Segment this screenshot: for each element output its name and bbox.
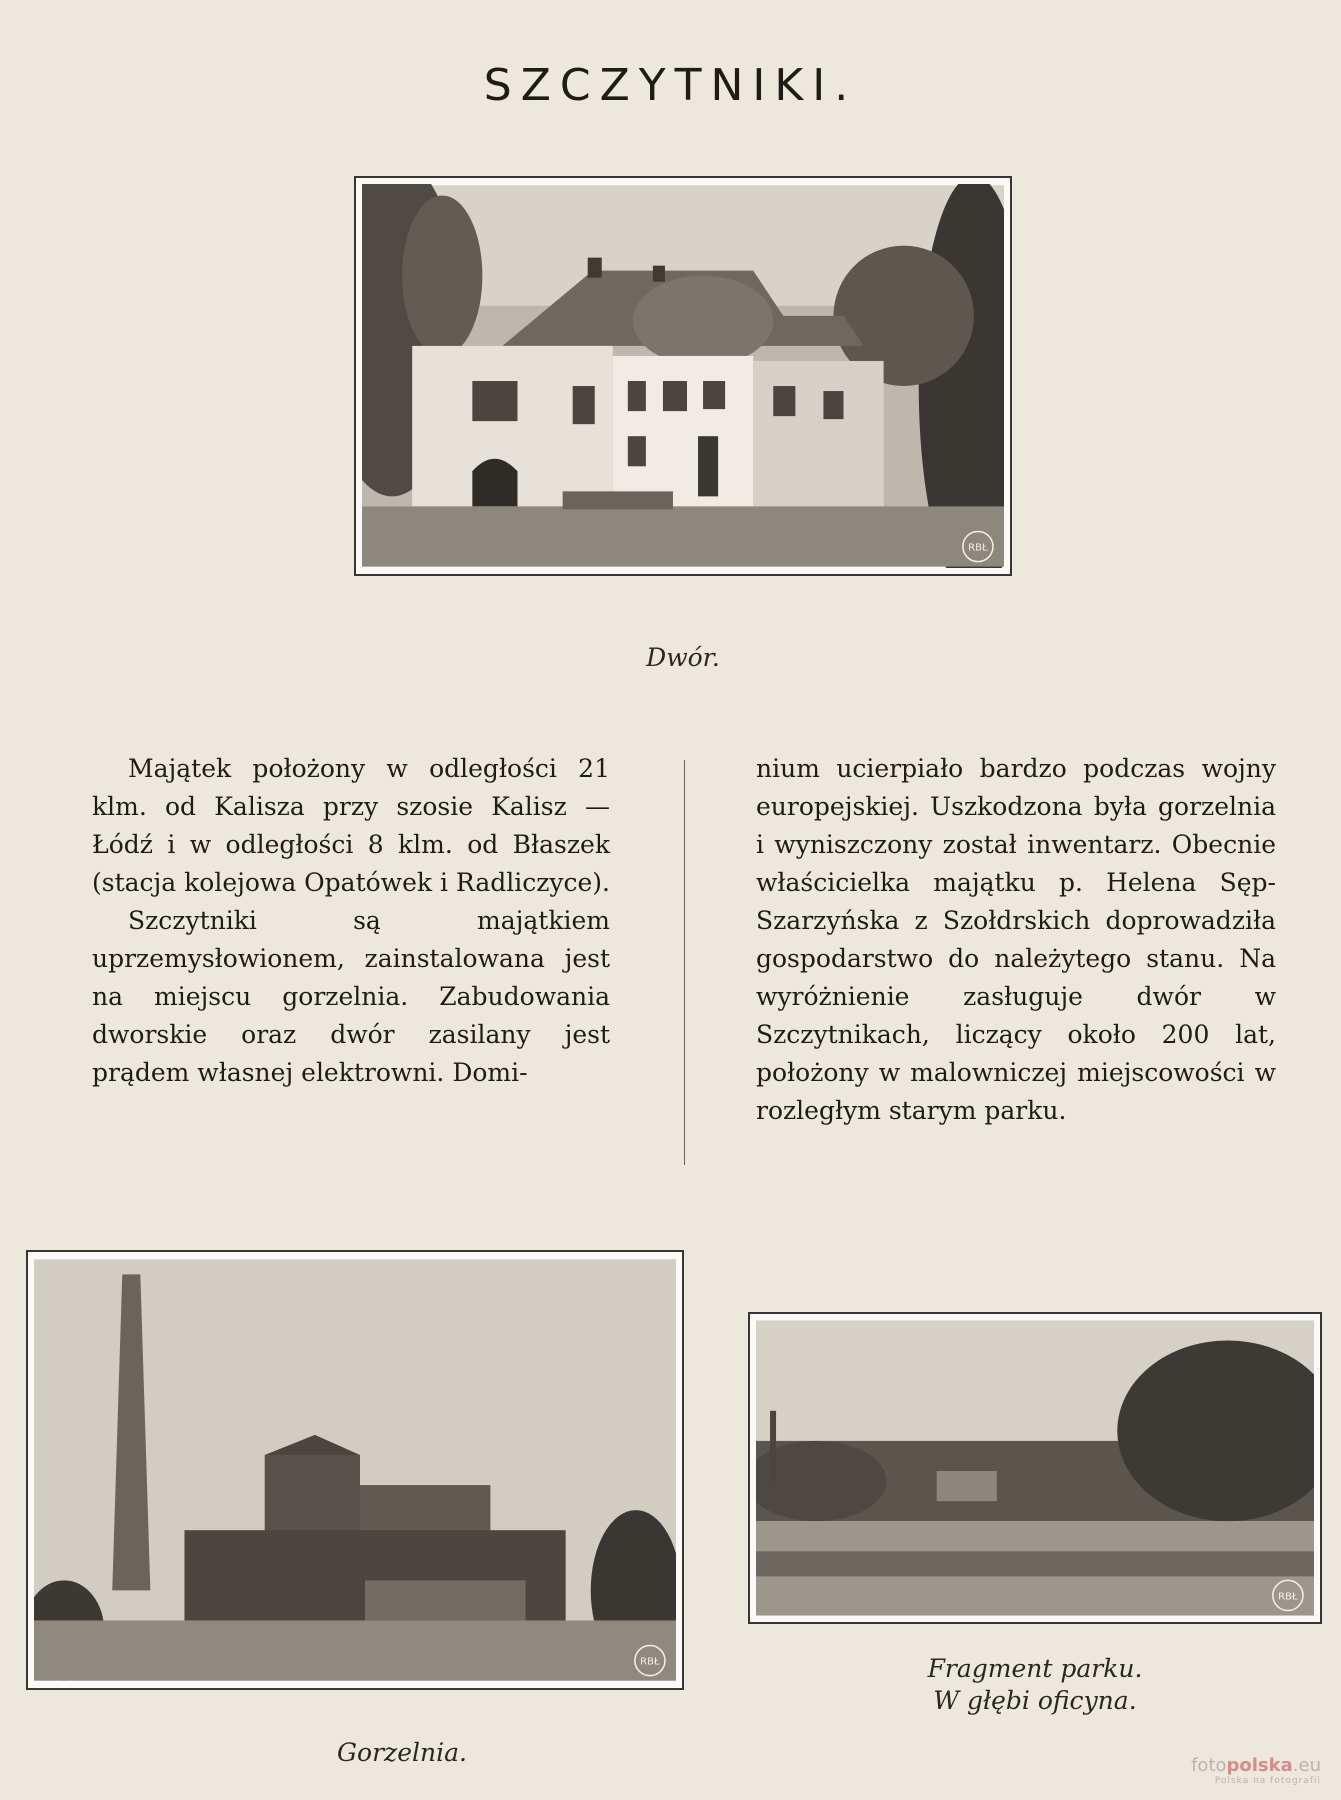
text-column-right (756, 750, 1276, 1130)
photo-park (748, 1312, 1322, 1624)
watermark (1191, 1755, 1321, 1786)
paragraph-right-1: nium ucierpiało bardzo podczas wojny europejskiej. Uszkodzona była gorzelnia i wyniszczony został inwentarz. Obecnie właścicielka majątku p. Helena Sęp-Szarzyńska z Szołdrskich doprowadziła gospodarstwo do należytego stanu. Na wyróżnienie zasługuje dwór w Szczytnikach, liczący około 200 lat, położony w malowniczej miejscowości w rozległym starym parku. (756, 754, 1276, 1125)
page-title: SZCZYTNIKI. (483, 60, 858, 111)
watermark-part-1: foto (1191, 1755, 1227, 1776)
caption-park-line-2: W głębi oficyna. (933, 1686, 1137, 1715)
column-divider (684, 760, 685, 1165)
photo-mark: RBŁ (640, 1656, 660, 1668)
photo-mark: RBŁ (968, 542, 988, 554)
watermark-part-3: .eu (1292, 1755, 1321, 1776)
photo-mark: RBŁ (1278, 1591, 1298, 1603)
photo-dwor (354, 176, 1012, 576)
caption-park (748, 1653, 1322, 1717)
distillery-image (34, 1258, 676, 1682)
watermark-part-2: polska (1226, 1755, 1293, 1776)
photo-gorzelnia (26, 1250, 684, 1690)
park-pond-image (756, 1320, 1314, 1616)
caption-dwor: Dwór. (646, 643, 720, 672)
caption-park-line-1: Fragment parku. (927, 1654, 1143, 1683)
text-column-left (92, 750, 610, 1092)
manor-house-image (362, 184, 1004, 568)
watermark-tagline: Polska na fotografii (1214, 1776, 1321, 1786)
paragraph-left-1: Majątek położony w odległości 21 klm. od Kalisza przy szosie Kalisz — Łódź i w odległości 8 klm. od Błaszek (stacja kolejowa Opatówek i Radliczyce). (92, 754, 611, 897)
paragraph-left-2: Szczytniki są majątkiem uprzemysłowionem, zainstalowana jest na miejscu gorzelnia. Zabudowania dworskie oraz dwór zasilany jest prądem własnej elektrowni. Domi- (92, 906, 610, 1087)
caption-gorzelnia: Gorzelnia. (337, 1738, 467, 1767)
